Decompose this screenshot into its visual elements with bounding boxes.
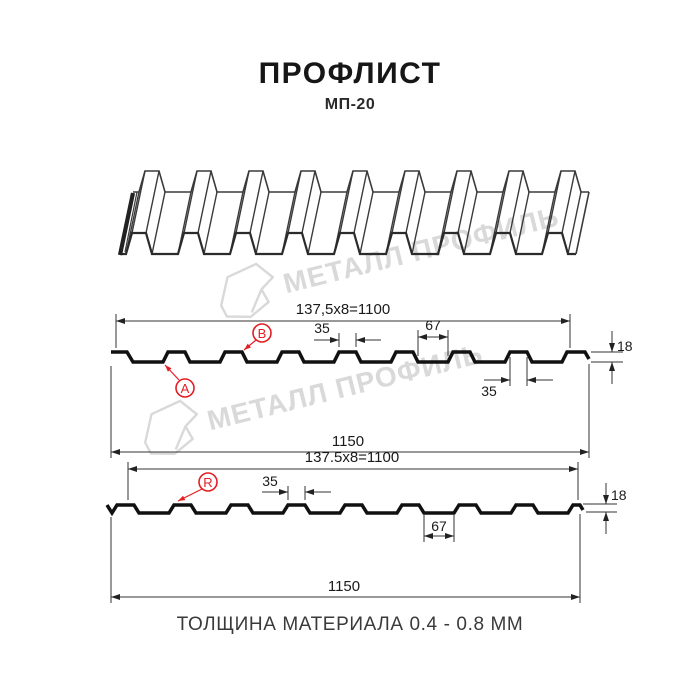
dim-rib-top-width-2: 35 bbox=[481, 383, 497, 399]
profile-cross-section-top bbox=[111, 352, 589, 362]
svg-text:R: R bbox=[203, 475, 213, 490]
dim-width-formula-top: 137,5x8=1100 bbox=[295, 301, 391, 318]
page-title: ПРОФЛИСТ bbox=[258, 57, 442, 90]
dim-overall-width-top: 1150 bbox=[331, 433, 365, 450]
dim-width-formula-bottom: 137.5x8=1100 bbox=[304, 449, 400, 466]
material-thickness-note: ТОЛЩИНА МАТЕРИАЛА 0.4 - 0.8 ММ bbox=[176, 614, 524, 635]
dim-profile-height-r: 18 bbox=[611, 487, 627, 503]
dim-rib-top-width-r: 35 bbox=[262, 473, 278, 489]
svg-text:A: A bbox=[180, 381, 190, 396]
dim-overall-width-bottom: 1150 bbox=[327, 578, 361, 595]
dim-rib-top-width: 35 bbox=[314, 320, 330, 336]
side-label-b bbox=[244, 324, 271, 350]
sheet-right-edge bbox=[576, 192, 589, 254]
svg-text:B: B bbox=[257, 326, 267, 341]
side-label-a bbox=[165, 365, 194, 397]
page-subtitle: МП-20 bbox=[324, 96, 376, 113]
profile-cross-section-bottom bbox=[107, 505, 583, 513]
dim-valley-width-r: 67 bbox=[431, 518, 447, 534]
dim-profile-height: 18 bbox=[617, 338, 633, 354]
side-label-r bbox=[178, 473, 217, 501]
profile-section-bottom bbox=[107, 449, 627, 603]
dim-valley-width: 67 bbox=[425, 317, 441, 333]
